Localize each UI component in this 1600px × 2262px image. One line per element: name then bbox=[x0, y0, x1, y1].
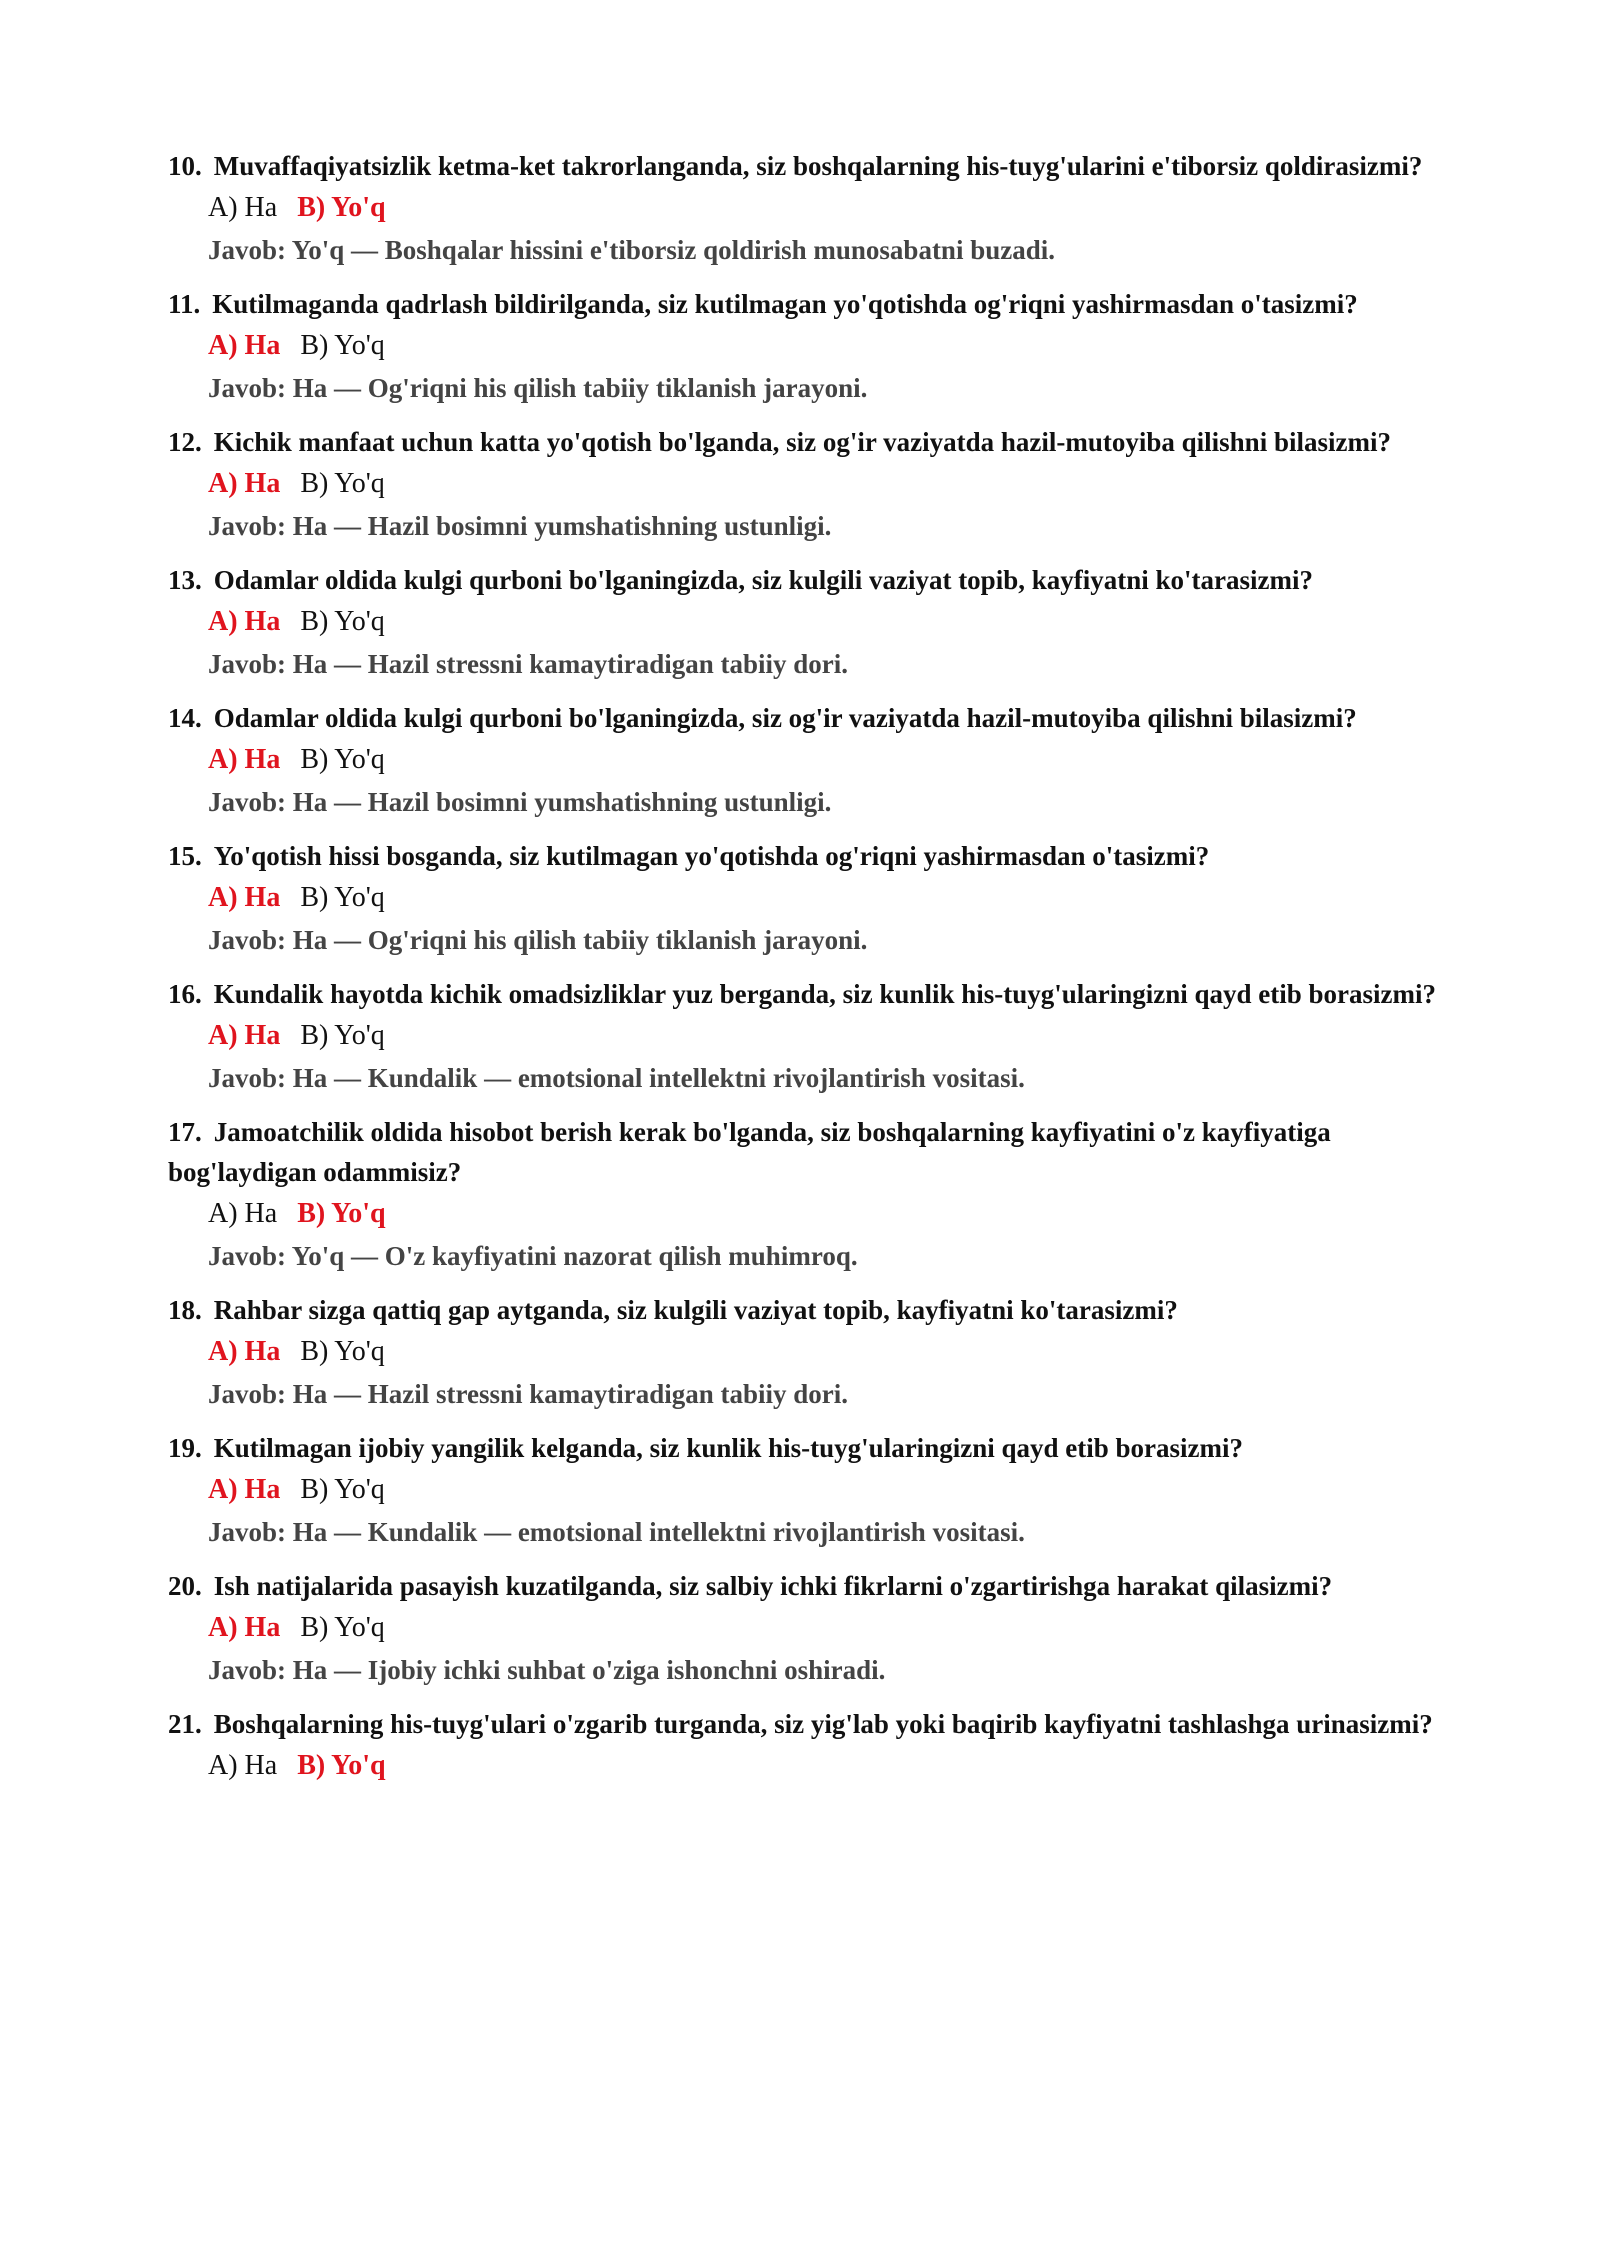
option-b: B) Yo'q bbox=[300, 1020, 385, 1051]
question-number: 18. bbox=[168, 1295, 202, 1325]
option-b: B) Yo'q bbox=[300, 744, 385, 775]
answer-options bbox=[208, 876, 1458, 919]
question-block bbox=[168, 1704, 1458, 1787]
answer-explanation: Javob: Ha — Kundalik — emotsional intellektni rivojlantirish vositasi. bbox=[208, 1517, 1025, 1547]
question-text bbox=[168, 1566, 1458, 1606]
question-number: 12. bbox=[168, 427, 202, 457]
question-text bbox=[168, 974, 1458, 1014]
option-a: A) Ha bbox=[208, 1336, 281, 1367]
option-b: B) Yo'q bbox=[300, 1474, 385, 1505]
option-b: B) Yo'q bbox=[300, 468, 385, 499]
question-block bbox=[168, 1428, 1458, 1553]
answer-explanation: Javob: Yo'q — Boshqalar hissini e'tiborsiz qoldirish munosabatni buzadi. bbox=[208, 235, 1055, 265]
option-b: B) Yo'q bbox=[297, 192, 386, 223]
answer-options bbox=[208, 462, 1458, 505]
answer-options bbox=[208, 1014, 1458, 1057]
answer-options bbox=[208, 738, 1458, 781]
question-text bbox=[168, 146, 1458, 186]
option-a: A) Ha bbox=[208, 1474, 281, 1505]
question-number: 17. bbox=[168, 1117, 202, 1147]
question-number: 15. bbox=[168, 841, 202, 871]
answer-options bbox=[208, 186, 1458, 229]
question-label: Kutilmaganda qadrlash bildirilganda, siz kutilmagan yo'qotishda og'riqni yashirmasdan o'tasizmi? bbox=[212, 289, 1358, 319]
question-label: Rahbar sizga qattiq gap aytganda, siz kulgili vaziyat topib, kayfiyatni ko'tarasizmi? bbox=[213, 1295, 1178, 1325]
answer-explanation: Javob: Ha — Ijobiy ichki suhbat o'ziga ishonchni oshiradi. bbox=[208, 1655, 886, 1685]
question-number: 14. bbox=[168, 703, 202, 733]
question-block bbox=[168, 1112, 1458, 1277]
question-label: Odamlar oldida kulgi qurboni bo'lganingizda, siz kulgili vaziyat topib, kayfiyatni ko'tarasizmi? bbox=[213, 565, 1313, 595]
option-b: B) Yo'q bbox=[300, 330, 385, 361]
question-text bbox=[168, 1290, 1458, 1330]
question-text bbox=[168, 1112, 1458, 1192]
question-label: Kutilmagan ijobiy yangilik kelganda, siz kunlik his-tuyg'ularingizni qayd etib borasizmi? bbox=[213, 1433, 1243, 1463]
answer-explanation: Javob: Ha — Og'riqni his qilish tabiiy tiklanish jarayoni. bbox=[208, 925, 868, 955]
question-block bbox=[168, 698, 1458, 823]
question-label: Odamlar oldida kulgi qurboni bo'lganingizda, siz og'ir vaziyatda hazil-mutoyiba qilishni bilasizmi? bbox=[213, 703, 1357, 733]
option-a: A) Ha bbox=[208, 1020, 281, 1051]
question-number: 21. bbox=[168, 1709, 202, 1739]
question-block bbox=[168, 1290, 1458, 1415]
option-b: B) Yo'q bbox=[297, 1750, 386, 1781]
question-text bbox=[168, 560, 1458, 600]
answer-options bbox=[208, 1330, 1458, 1373]
question-block bbox=[168, 284, 1458, 409]
option-a: A) Ha bbox=[208, 468, 281, 499]
question-block bbox=[168, 146, 1458, 271]
option-a: A) Ha bbox=[208, 192, 278, 223]
question-number: 20. bbox=[168, 1571, 202, 1601]
question-block bbox=[168, 1566, 1458, 1691]
question-text bbox=[168, 1428, 1458, 1468]
question-number: 19. bbox=[168, 1433, 202, 1463]
question-label: Kundalik hayotda kichik omadsizliklar yuz berganda, siz kunlik his-tuyg'ularingizni qayd etib borasizmi? bbox=[213, 979, 1437, 1009]
question-number: 10. bbox=[168, 151, 202, 181]
answer-explanation: Javob: Ha — Og'riqni his qilish tabiiy tiklanish jarayoni. bbox=[208, 373, 868, 403]
question-text bbox=[168, 284, 1458, 324]
question-label: Boshqalarning his-tuyg'ulari o'zgarib turganda, siz yig'lab yoki baqirib kayfiyatni tashlashga urinasizmi? bbox=[213, 1709, 1433, 1739]
question-text bbox=[168, 422, 1458, 462]
answer-options bbox=[208, 1744, 1458, 1787]
question-label: Jamoatchilik oldida hisobot berish kerak bo'lganda, siz boshqalarning kayfiyatini o'z kayfiyatiga bog'laydigan odammisiz? bbox=[168, 1117, 1331, 1187]
question-block bbox=[168, 560, 1458, 685]
option-a: A) Ha bbox=[208, 1198, 278, 1229]
answer-explanation: Javob: Ha — Hazil stressni kamaytiradigan tabiiy dori. bbox=[208, 649, 849, 679]
option-a: A) Ha bbox=[208, 330, 281, 361]
option-a: A) Ha bbox=[208, 1612, 281, 1643]
option-b: B) Yo'q bbox=[300, 606, 385, 637]
question-number: 11. bbox=[168, 289, 201, 319]
question-number: 16. bbox=[168, 979, 202, 1009]
question-label: Yo'qotish hissi bosganda, siz kutilmagan yo'qotishda og'riqni yashirmasdan o'tasizmi? bbox=[213, 841, 1210, 871]
answer-options bbox=[208, 1192, 1458, 1235]
answer-explanation: Javob: Ha — Hazil bosimni yumshatishning ustunligi. bbox=[208, 511, 832, 541]
question-text bbox=[168, 698, 1458, 738]
option-a: A) Ha bbox=[208, 744, 281, 775]
question-label: Ish natijalarida pasayish kuzatilganda, siz salbiy ichki fikrlarni o'zgartirishga harakat qilasizmi? bbox=[213, 1571, 1333, 1601]
option-a: A) Ha bbox=[208, 1750, 278, 1781]
answer-explanation: Javob: Ha — Hazil bosimni yumshatishning ustunligi. bbox=[208, 787, 832, 817]
option-b: B) Yo'q bbox=[300, 1612, 385, 1643]
answer-options bbox=[208, 600, 1458, 643]
question-block bbox=[168, 422, 1458, 547]
option-b: B) Yo'q bbox=[300, 882, 385, 913]
option-a: A) Ha bbox=[208, 882, 281, 913]
option-b: B) Yo'q bbox=[300, 1336, 385, 1367]
answer-explanation: Javob: Ha — Kundalik — emotsional intellektni rivojlantirish vositasi. bbox=[208, 1063, 1025, 1093]
question-text bbox=[168, 1704, 1458, 1744]
question-number: 13. bbox=[168, 565, 202, 595]
answer-explanation: Javob: Yo'q — O'z kayfiyatini nazorat qilish muhimroq. bbox=[208, 1241, 858, 1271]
answer-options bbox=[208, 324, 1458, 367]
option-a: A) Ha bbox=[208, 606, 281, 637]
document-page bbox=[168, 146, 1458, 1800]
question-text bbox=[168, 836, 1458, 876]
question-block bbox=[168, 974, 1458, 1099]
question-label: Kichik manfaat uchun katta yo'qotish bo'lganda, siz og'ir vaziyatda hazil-mutoyiba qilishni bilasizmi? bbox=[213, 427, 1391, 457]
answer-options bbox=[208, 1606, 1458, 1649]
option-b: B) Yo'q bbox=[297, 1198, 386, 1229]
answer-options bbox=[208, 1468, 1458, 1511]
question-block bbox=[168, 836, 1458, 961]
answer-explanation: Javob: Ha — Hazil stressni kamaytiradigan tabiiy dori. bbox=[208, 1379, 849, 1409]
question-label: Muvaffaqiyatsizlik ketma-ket takrorlanganda, siz boshqalarning his-tuyg'ularini e'tiborsiz qoldirasizmi? bbox=[213, 151, 1423, 181]
